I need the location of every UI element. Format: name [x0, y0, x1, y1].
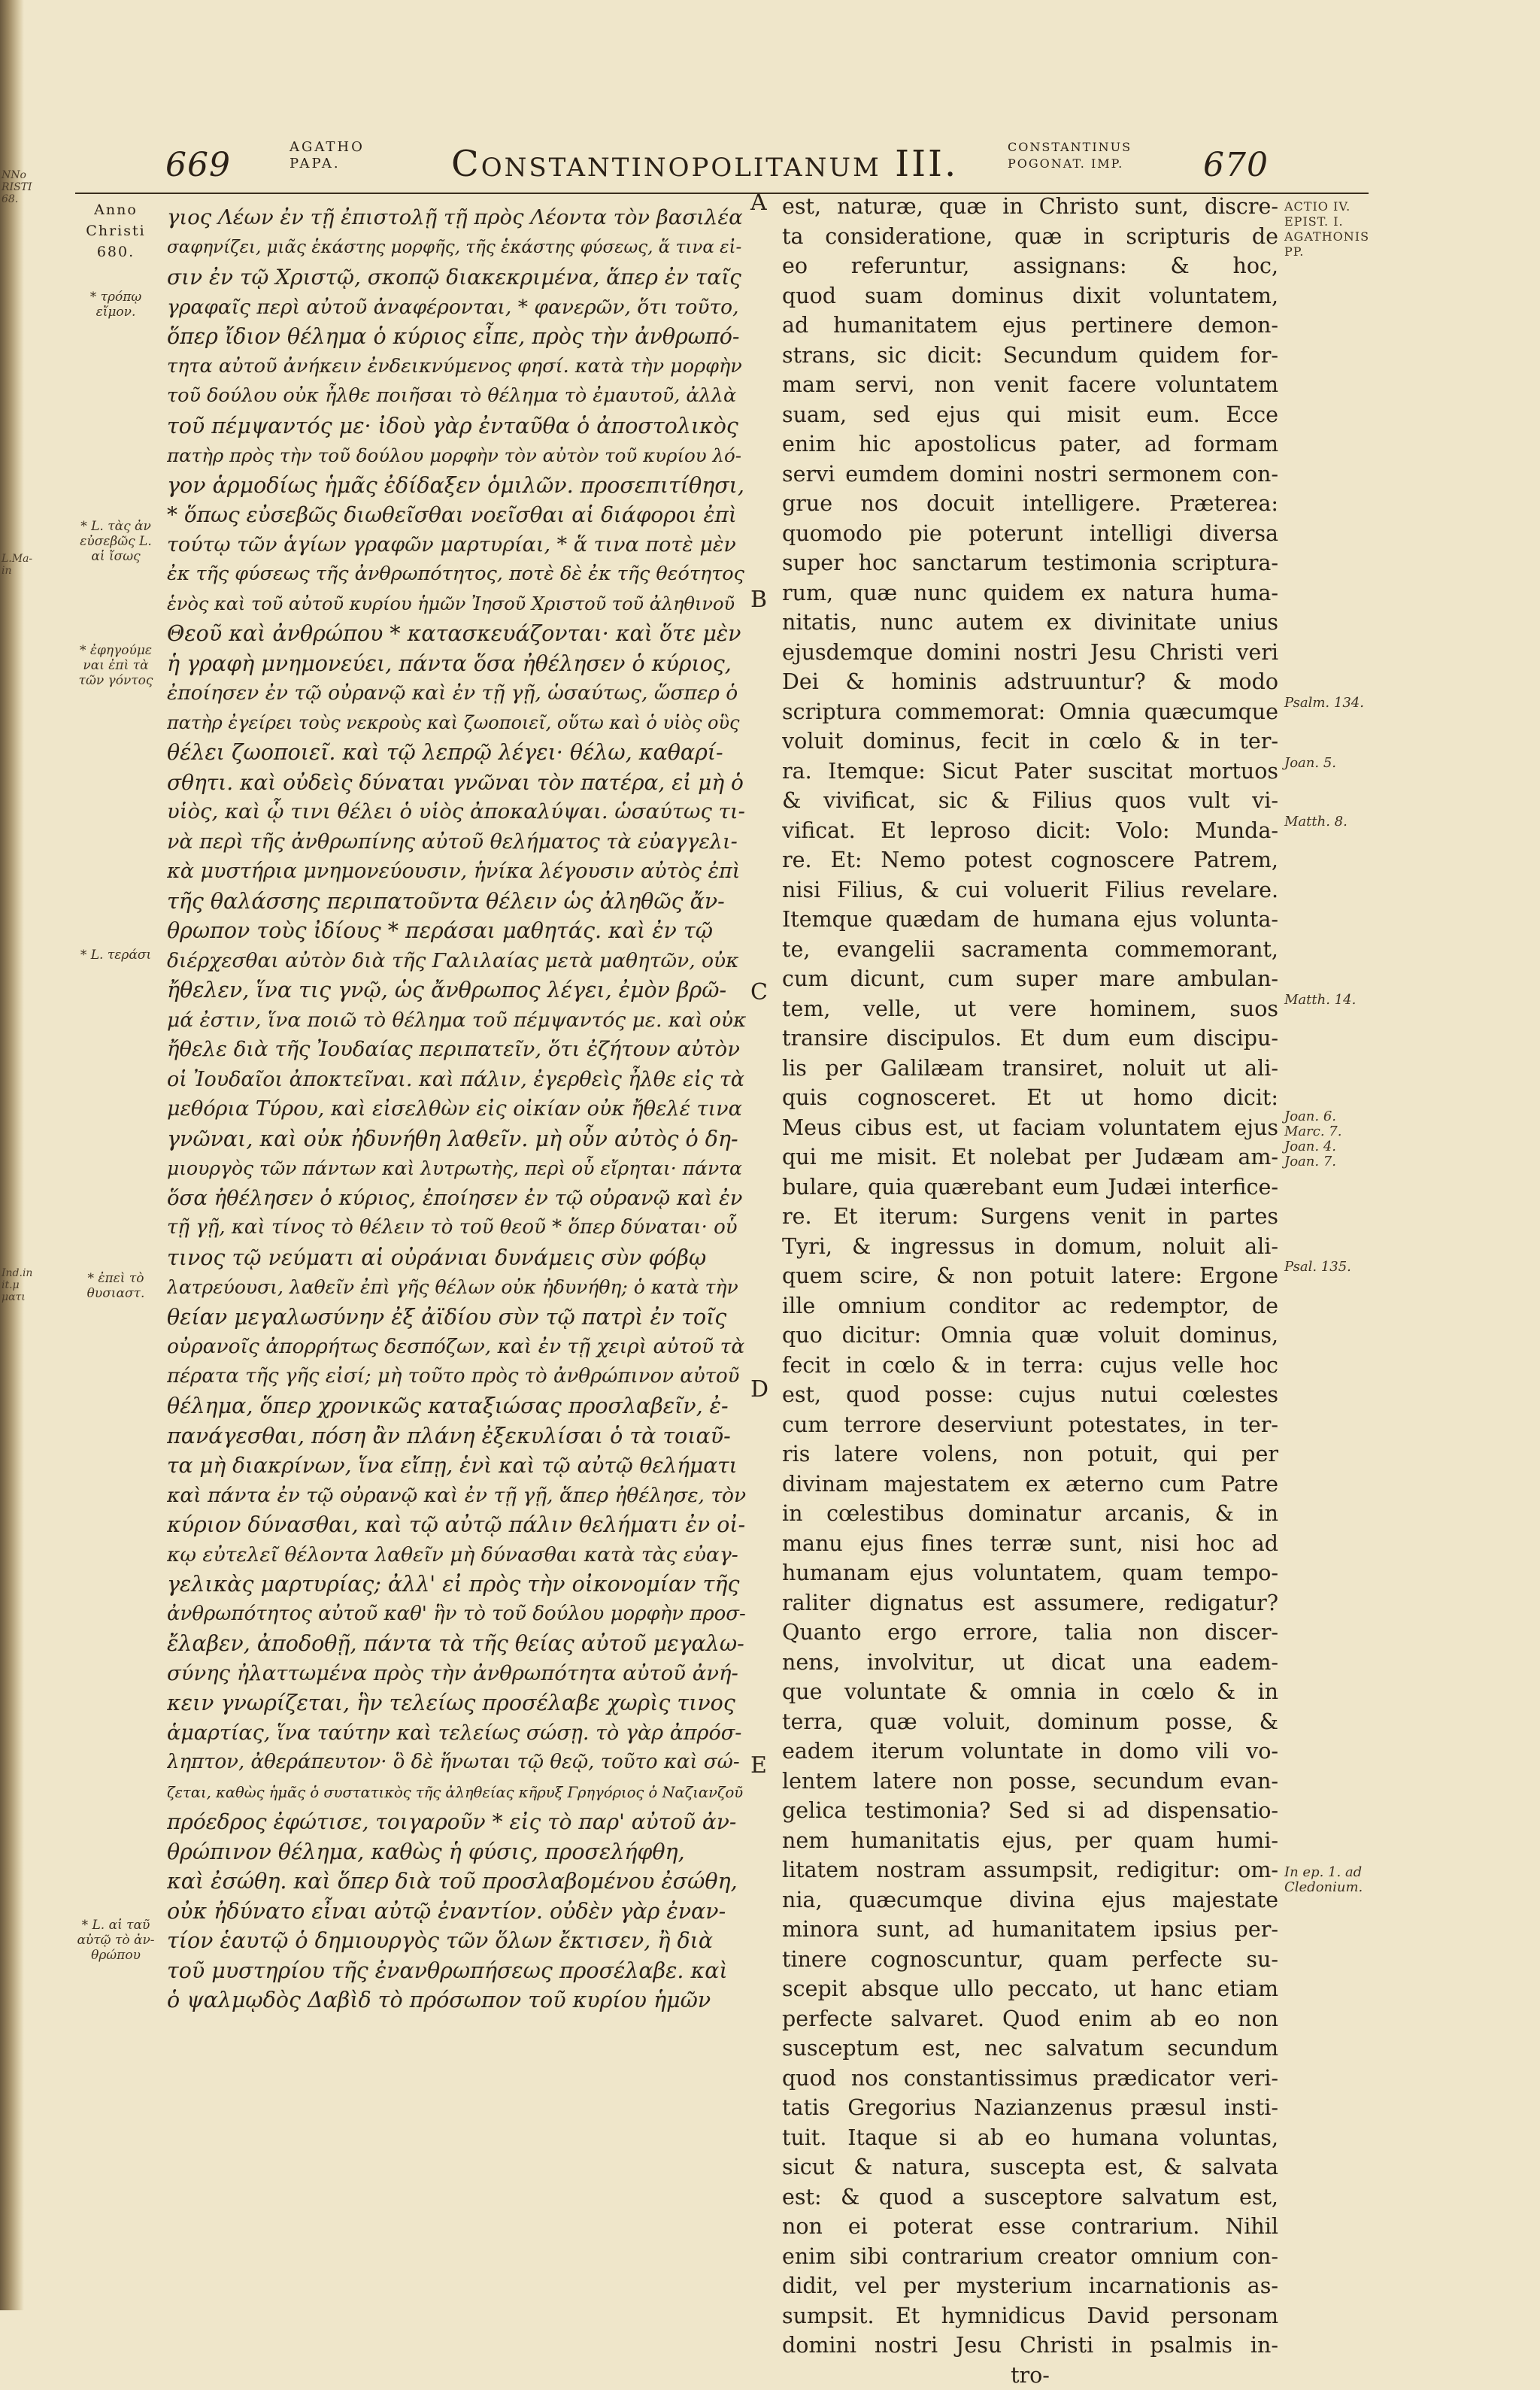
latin-text-line: gelica testimonia? Sed si ad dispensatio-: [782, 1796, 1278, 1826]
greek-text-line: μεθόρια Τύρου, καὶ εἰσελθὼν εἰς οἰκίαν οὐκ ἤθελέ τινα: [167, 1094, 746, 1124]
facing-page-note: NNo RISTI 68.: [2, 169, 32, 205]
greek-text-line: ὁ ψαλμῳδὸς Δαβὶδ τὸ πρόσωπον τοῦ κυρίου ἡμῶν: [167, 1985, 746, 2015]
margin-note: * L. τεράσι: [71, 948, 160, 963]
latin-text-line: tinere cognoscuntur, quam perfecte su-: [782, 1945, 1278, 1975]
greek-text-line: κύριον δύνασθαι, καὶ τῷ αὐτῷ πάλιν θελήματι ἐν οἰ-: [167, 1510, 746, 1540]
latin-text-line: bulare, quia quærebant eum Judæi interfice-: [782, 1172, 1278, 1203]
latin-text-line: cum dicunt, cum super mare ambulan-: [782, 964, 1278, 994]
latin-text-line: non ei poterat esse contrarium. Nihil: [782, 2212, 1278, 2242]
latin-text-line: nia, quæcumque divina ejus majestate: [782, 1885, 1278, 1915]
section-marker: E: [750, 1752, 767, 1779]
greek-text-line: τοῦ πέμψαντός με· ἰδοὺ γὰρ ἐνταῦθα ὁ ἀποστολικὸς: [167, 411, 746, 441]
margin-note: Joan. 5.: [1284, 756, 1375, 771]
latin-text-line: sumpsit. Et hymnidicus David personam: [782, 2301, 1278, 2331]
latin-text-line: quo dicitur: Omnia quæ voluit dominus,: [782, 1321, 1278, 1351]
latin-text-line: minora sunt, ad humanitatem ipsius per-: [782, 1915, 1278, 1945]
greek-text-line: μιουργὸς τῶν πάντων καὶ λυτρωτὴς, περὶ οὗ εἴρηται· πάντα: [167, 1154, 746, 1184]
latin-text-line: Quanto ergo errore, talia non discer-: [782, 1618, 1278, 1648]
greek-text-line: καὶ πάντα ἐν τῷ οὐρανῷ καὶ ἐν τῇ γῇ, ἅπερ ἠθέλησε, τὸν: [167, 1481, 746, 1511]
greek-text-line: θρωπον τοὺς ἰδίους * περάσαι μαθητάς. καὶ ἐν τῷ: [167, 916, 746, 946]
latin-text-line: Itemque quædam de humana ejus volunta-: [782, 905, 1278, 935]
latin-text-line: ille omnium conditor ac redemptor, de: [782, 1291, 1278, 1321]
greek-text-line: τοῦ μυστηρίου τῆς ἐνανθρωπήσεως προσέλαβε. καὶ: [167, 1956, 746, 1986]
latin-text-line: est, quod posse: cujus nutui cœlestes: [782, 1380, 1278, 1410]
latin-text-column: [782, 192, 1278, 2390]
greek-text-line: θείαν μεγαλωσύνην ἐξ ἀϊδίου σὺν τῷ πατρὶ ἐν τοῖς: [167, 1303, 746, 1333]
latin-text-line: ejusdemque domini nostri Jesu Christi veri: [782, 638, 1278, 668]
greek-text-line: * ὅπως εὐσεβῶς διωθεῖσθαι νοεῖσθαι αἱ διάφοροι ἐπὶ: [167, 500, 746, 530]
greek-text-line: υἱὸς, καὶ ᾧ τινι θέλει ὁ υἱὸς ἀποκαλύψαι. ὡσαύτως τι-: [167, 797, 746, 827]
greek-text-line: γον ἁρμοδίως ἡμᾶς ἐδίδαξεν ὁμιλῶν. προσεπιτίθησι,: [167, 471, 746, 501]
greek-text-line: καὶ ἐσώθη. καὶ ὅπερ διὰ τοῦ προσλαβομένου ἐσώθη,: [167, 1867, 746, 1897]
greek-text-line: πέρατα τῆς γῆς εἰσί; μὴ τοῦτο πρὸς τὸ ἀνθρώπινον αὐτοῦ: [167, 1362, 746, 1392]
latin-text-line: nisi Filius, & cui voluerit Filius revelare.: [782, 875, 1278, 905]
greek-text-line: πανάγεσθαι, πόση ἂν πλάνη ἐξεκυλίσαι ὁ τὰ τοιαῦ-: [167, 1421, 746, 1451]
latin-text-line: grue nos docuit intelligere. Præterea:: [782, 489, 1278, 519]
greek-text-line: σαφηνίζει, μιᾶς ἑκάστης μορφῆς, τῆς ἑκάστης φύσεως, ἅ τινα εἰ-: [167, 233, 746, 263]
latin-text-line: domini nostri Jesu Christi in psalmis in-: [782, 2331, 1278, 2361]
latin-text-line: terra, quæ voluit, dominum posse, &: [782, 1707, 1278, 1737]
latin-text-line: quem scire, & non potuit latere: Ergone: [782, 1261, 1278, 1291]
latin-text-line: quis cognosceret. Et ut homo dicit:: [782, 1083, 1278, 1113]
greek-text-line: Θεοῦ καὶ ἀνθρώπου * κατασκευάζονται· καὶ ὅτε μὲν: [167, 619, 746, 649]
latin-text-line: eadem iterum voluntate in domo vili vo-: [782, 1736, 1278, 1767]
greek-text-line: ἤθελε διὰ τῆς Ἰουδαίας περιπατεῖν, ὅτι ἐζήτουν αὐτὸν: [167, 1035, 746, 1065]
latin-text-line: perfecte salvaret. Quod enim ab eo non: [782, 2004, 1278, 2034]
right-author: CONSTANTINUS: [1008, 140, 1132, 155]
greek-text-line: ἁμαρτίας, ἵνα ταύτην καὶ τελείως σώσῃ. τὸ γὰρ ἀπρόσ-: [167, 1718, 746, 1749]
facing-page-note: Ind.in it.μ ματι: [2, 1267, 32, 1303]
latin-text-line: strans, sic dicit: Secundum quidem for-: [782, 341, 1278, 371]
latin-text-line: ad humanitatem ejus pertinere demon-: [782, 311, 1278, 341]
section-marker: D: [750, 1376, 768, 1403]
greek-text-line: ἀνθρωπότητος αὐτοῦ καθ' ἣν τὸ τοῦ δούλου μορφὴν προσ-: [167, 1600, 746, 1630]
greek-text-line: τίον ἑαυτῷ ὁ δημιουργὸς τῶν ὅλων ἔκτισεν, ἢ διὰ: [167, 1926, 746, 1956]
latin-text-line: nitatis, nunc autem ex divinitate unius: [782, 608, 1278, 638]
latin-text-line: re. Et: Nemo potest cognoscere Patrem,: [782, 845, 1278, 875]
latin-text-line: transire discipulos. Et dum eum discipu-: [782, 1024, 1278, 1054]
latin-text-line: susceptum est, nec salvatum secundum: [782, 2034, 1278, 2064]
latin-text-line: humanam ejus voluntatem, quam tempo-: [782, 1558, 1278, 1588]
section-marker: A: [750, 190, 767, 216]
latin-text-line: eo referuntur, assignans: & hoc,: [782, 251, 1278, 281]
greek-text-line: νὰ περὶ τῆς ἀνθρωπίνης αὐτοῦ θελήματος τὰ εὐαγγελι-: [167, 827, 746, 857]
latin-text-line: tem, velle, ut vere hominem, suos: [782, 994, 1278, 1024]
greek-text-line: τα μὴ διακρίνων, ἵνα εἴπῃ, ἑνὶ καὶ τῷ αὐτῷ θελήματι: [167, 1451, 746, 1481]
latin-text-line: ta consideratione, quæ in scripturis de: [782, 222, 1278, 252]
margin-note: In ep. 1. ad Cledonium.: [1284, 1865, 1375, 1895]
facing-page-note: L.Ma- in: [2, 553, 32, 577]
margin-note: Matth. 8.: [1284, 814, 1375, 830]
greek-text-line: θρώπινον θέλημα, καθὼς ἡ φύσις, προσελήφθη,: [167, 1837, 746, 1867]
latin-text-line: tro-: [782, 2361, 1278, 2390]
greek-text-line: μά ἐστιν, ἵνα ποιῶ τὸ θέλημα τοῦ πέμψαντός με. καὶ οὐκ: [167, 1005, 746, 1036]
greek-text-line: ὅπερ ἴδιον θέλημα ὁ κύριος εἶπε, πρὸς τὴν ἀνθρωπό-: [167, 322, 746, 352]
greek-text-line: τητα αὐτοῦ ἀνήκειν ἐνδεικνύμενος φησί. κατὰ τὴν μορφὴν: [167, 352, 746, 382]
greek-text-line: τῆς θαλάσσης περιπατοῦντα θέλειν ὡς ἀληθῶς ἄν-: [167, 887, 746, 917]
margin-note: * ἐφηγούμε ναι ἐπὶ τὰ τῶν γόντος: [71, 643, 160, 688]
latin-text-line: qui me misit. Et nolebat per Judæam am-: [782, 1142, 1278, 1172]
latin-text-line: vificat. Et leproso dicit: Volo: Munda-: [782, 816, 1278, 846]
left-author-title: PAPA.: [290, 156, 341, 171]
running-header: [165, 135, 1263, 188]
greek-text-line: οἱ Ἰουδαῖοι ἀποκτεῖναι. καὶ πάλιν, ἐγερθεὶς ἦλθε εἰς τὰ: [167, 1065, 746, 1095]
margin-note: Psal. 135.: [1284, 1260, 1375, 1275]
margin-note: * L. αἱ ταῦ αὐτῷ τὸ ἀν- θρώπου: [71, 1918, 160, 1963]
page-title: Constantinopolitanum III.: [451, 143, 958, 185]
latin-text-line: Meus cibus est, ut faciam voluntatem ejus: [782, 1113, 1278, 1143]
latin-text-line: lentem latere non posse, secundum evan-: [782, 1767, 1278, 1797]
latin-text-line: est: & quod a susceptore salvatum est,: [782, 2182, 1278, 2213]
greek-text-line: κειν γνωρίζεται, ἣν τελείως προσέλαβε χωρὶς τινος: [167, 1688, 746, 1718]
greek-text-line: λατρεύουσι, λαθεῖν ἐπὶ γῆς θέλων οὐκ ἠδυνήθη; ὁ κατὰ τὴν: [167, 1272, 746, 1303]
greek-text-line: ἡ γραφὴ μνημονεύει, πάντα ὅσα ἠθέλησεν ὁ κύριος,: [167, 649, 746, 679]
latin-text-line: mam servi, non venit facere voluntatem: [782, 370, 1278, 400]
latin-text-line: raliter dignatus est assumere, redigatur?: [782, 1588, 1278, 1618]
greek-text-line: ὅσα ἠθέλησεν ὁ κύριος, ἐποίησεν ἐν τῷ οὐρανῷ καὶ ἐν: [167, 1184, 746, 1214]
latin-text-line: nem humanitatis ejus, per quam humi-: [782, 1826, 1278, 1856]
latin-text-line: cum terrore deserviunt potestates, in ter-: [782, 1410, 1278, 1440]
greek-text-line: οὐρανοῖς ἀπορρήτως δεσπόζων, καὶ ἐν τῇ χειρὶ αὐτοῦ τὰ: [167, 1332, 746, 1362]
margin-note: Matth. 14.: [1284, 993, 1375, 1008]
latin-text-line: suam, sed ejus qui misit eum. Ecce: [782, 400, 1278, 430]
latin-text-line: sicut & natura, suscepta est, & salvata: [782, 2152, 1278, 2182]
year-label: Anno Christi 680.: [71, 199, 160, 262]
greek-text-line: διέρχεσθαι αὐτὸν διὰ τῆς Γαλιλαίας μετὰ μαθητῶν, οὐκ: [167, 946, 746, 976]
latin-text-line: in cœlestibus dominatur arcanis, & in: [782, 1499, 1278, 1529]
greek-text-line: ζεται, καθὼς ἡμᾶς ὁ συστατικὸς τῆς ἀληθείας κῆρυξ Γρηγόριος ὁ Ναζιανζοῦ: [167, 1778, 746, 1808]
margin-note: Joan. 6. Marc. 7. Joan. 4. Joan. 7.: [1284, 1109, 1375, 1169]
greek-text-line: τοῦ δούλου οὐκ ἦλθε ποιῆσαι τὸ θέλημα τὸ ἐμαυτοῦ, ἀλλὰ: [167, 381, 746, 411]
margin-note: ACTIO IV. EPIST. I. AGATHONIS PP.: [1284, 199, 1375, 259]
latin-text-line: litatem nostram assumpsit, redigitur: om-: [782, 1855, 1278, 1885]
right-author-title: POGONAT. IMP.: [1008, 156, 1123, 171]
margin-note: * ἐπεὶ τὸ θυσιαστ.: [71, 1271, 160, 1301]
latin-text-line: scriptura commemorat: Omnia quæcumque: [782, 697, 1278, 727]
latin-text-line: enim sibi contrarium creator omnium con-: [782, 2242, 1278, 2272]
margin-note: * L. τὰς ἀν εὐσεβῶς L. αἱ ἴσως: [71, 519, 160, 564]
section-marker: B: [750, 587, 767, 613]
latin-text-line: enim hic apostolicus pater, ad formam: [782, 429, 1278, 459]
greek-text-line: θέλει ζωοποιεῖ. καὶ τῷ λεπρῷ λέγει· θέλω, καθαρί-: [167, 738, 746, 768]
facing-page-margin: [2, 0, 24, 2310]
right-page-number: 670: [1203, 146, 1269, 184]
greek-text-line: γελικὰς μαρτυρίας; ἀλλ' εἰ πρὸς τὴν οἰκονομίαν τῆς: [167, 1570, 746, 1600]
latin-text-line: quod suam dominus dixit voluntatem,: [782, 281, 1278, 311]
latin-text-line: fecit in cœlo & in terra: cujus velle hoc: [782, 1351, 1278, 1381]
margin-note: Psalm. 134.: [1284, 696, 1375, 711]
section-marker: C: [750, 979, 768, 1005]
latin-text-line: re. Et iterum: Surgens venit in partes: [782, 1202, 1278, 1232]
greek-text-line: σιν ἐν τῷ Χριστῷ, σκοπῷ διακεκριμένα, ἅπερ ἐν ταῖς: [167, 262, 746, 293]
latin-text-line: Tyri, & ingressus in domum, noluit ali-: [782, 1232, 1278, 1262]
latin-text-line: didit, vel per mysterium incarnationis as-: [782, 2271, 1278, 2301]
latin-text-line: voluit dominus, fecit in cœlo & in ter-: [782, 726, 1278, 757]
latin-text-line: te, evangelii sacramenta commemorant,: [782, 935, 1278, 965]
latin-text-line: Dei & hominis adstruuntur? & modo: [782, 667, 1278, 697]
greek-text-line: κῳ εὐτελεῖ θέλοντα λαθεῖν μὴ δύνασθαι κατὰ τὰς εὐαγ-: [167, 1540, 746, 1570]
latin-text-line: tuit. Itaque si ab eo humana voluntas,: [782, 2123, 1278, 2153]
latin-text-line: divinam majestatem ex æterno cum Patre: [782, 1469, 1278, 1500]
greek-text-line: σθητι. καὶ οὐδεὶς δύναται γνῶναι τὸν πατέρα, εἰ μὴ ὁ: [167, 768, 746, 798]
latin-text-line: & vivificat, sic & Filius quos vult vi-: [782, 786, 1278, 816]
greek-text-line: πατὴρ ἐγείρει τοὺς νεκροὺς καὶ ζωοποιεῖ, οὕτω καὶ ὁ υἱὸς οὓς: [167, 708, 746, 739]
latin-text-line: ra. Itemque: Sicut Pater suscitat mortuos: [782, 757, 1278, 787]
left-author: AGATHO: [290, 140, 365, 155]
latin-text-line: est, naturæ, quæ in Christo sunt, discre-: [782, 192, 1278, 222]
greek-text-line: θέλημα, ὅπερ χρονικῶς καταξιώσας προσλαβεῖν, ἐ-: [167, 1391, 746, 1421]
greek-text-line: τινος τῷ νεύματι αἱ οὐράνιαι δυνάμεις σὺν φόβῳ: [167, 1243, 746, 1273]
greek-text-line: οὐκ ἠδύνατο εἶναι αὐτῷ ἐναντίον. οὐδὲν γὰρ ἐναν-: [167, 1897, 746, 1927]
greek-text-line: ἤθελεν, ἵνα τις γνῷ, ὡς ἄνθρωπος λέγει, ἐμὸν βρῶ-: [167, 975, 746, 1005]
greek-text-line: ἐκ τῆς φύσεως τῆς ἀνθρωπότητος, ποτὲ δὲ ἐκ τῆς θεότητος: [167, 560, 746, 590]
latin-text-line: tatis Gregorius Nazianzenus præsul insti-: [782, 2093, 1278, 2123]
latin-text-line: super hoc sanctarum testimonia scriptura-: [782, 548, 1278, 578]
greek-text-line: τῇ γῇ, καὶ τίνος τὸ θέλειν τὸ τοῦ θεοῦ * ὅπερ δύναται· οὗ: [167, 1213, 746, 1243]
greek-text-line: ἑνὸς καὶ τοῦ αὐτοῦ κυρίου ἡμῶν Ἰησοῦ Χριστοῦ τοῦ ἀληθινοῦ: [167, 590, 746, 620]
greek-text-line: γραφαῖς περὶ αὐτοῦ ἀναφέρονται, * φανερῶν, ὅτι τοῦτο,: [167, 293, 746, 323]
greek-text-line: κὰ μυστήρια μνημονεύουσιν, ἡνίκα λέγουσιν αὐτὸς ἐπὶ: [167, 857, 746, 887]
latin-text-line: quomodo pie poterunt intelligi diversa: [782, 519, 1278, 549]
margin-note: * τρόπῳ εἴμον.: [71, 290, 160, 320]
left-page-number: 669: [165, 146, 231, 184]
latin-text-line: scepit absque ullo peccato, ut hanc etiam: [782, 1974, 1278, 2004]
greek-text-line: τούτῳ τῶν ἁγίων γραφῶν μαρτυρίαι, * ἅ τινα ποτὲ μὲν: [167, 530, 746, 560]
greek-text-line: ἐποίησεν ἐν τῷ οὐρανῷ καὶ ἐν τῇ γῇ, ὡσαύτως, ὥσπερ ὁ: [167, 678, 746, 708]
greek-text-column: [167, 203, 746, 2015]
latin-text-line: quod nos constantissimus prædicator veri-: [782, 2064, 1278, 2094]
greek-text-line: ἔλαβεν, ἀποδοθῇ, πάντα τὰ τῆς θείας αὐτοῦ μεγαλω-: [167, 1629, 746, 1659]
latin-text-line: ris latere volens, non potuit, qui per: [782, 1439, 1278, 1469]
greek-text-line: σύνης ἠλαττωμένα πρὸς τὴν ἀνθρωπότητα αὐτοῦ ἀνή-: [167, 1659, 746, 1689]
latin-text-line: nens, involvitur, ut dicat una eadem-: [782, 1648, 1278, 1678]
greek-text-line: πατὴρ πρὸς τὴν τοῦ δούλου μορφὴν τὸν αὐτὸν τοῦ κυρίου λό-: [167, 441, 746, 471]
latin-text-line: que voluntate & omnia in cœlo & in: [782, 1677, 1278, 1707]
greek-text-line: γιος Λέων ἐν τῇ ἐπιστολῇ τῇ πρὸς Λέοντα τὸν βασιλέα: [167, 203, 746, 233]
latin-text-line: rum, quæ nunc quidem ex natura huma-: [782, 578, 1278, 608]
greek-text-line: πρόεδρος ἐφώτισε, τοιγαροῦν * εἰς τὸ παρ' αὐτοῦ ἀν-: [167, 1807, 746, 1837]
latin-text-line: servi eumdem domini nostri sermonem con-: [782, 459, 1278, 490]
latin-text-line: manu ejus fines terræ sunt, nisi hoc ad: [782, 1529, 1278, 1559]
greek-text-line: ληπτον, ἀθεράπευτον· ὃ δὲ ἥνωται τῷ θεῷ, τοῦτο καὶ σώ-: [167, 1748, 746, 1778]
greek-text-line: γνῶναι, καὶ οὐκ ἠδυνήθη λαθεῖν. μὴ οὖν αὐτὸς ὁ δη-: [167, 1124, 746, 1154]
latin-text-line: lis per Galilæam transiret, noluit ut ali-: [782, 1054, 1278, 1084]
